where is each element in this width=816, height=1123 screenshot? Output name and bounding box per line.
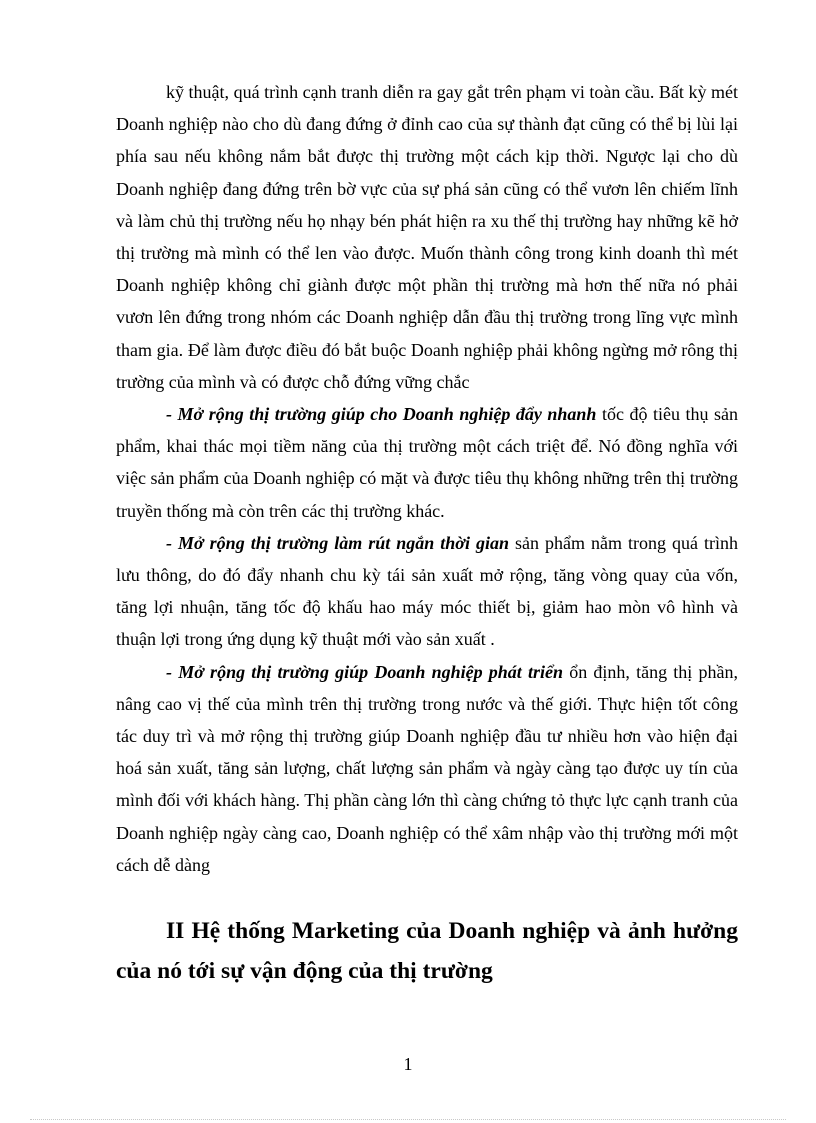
body-text xyxy=(116,76,738,881)
section-heading: II Hệ thống Marketing của Doanh nghiệp và ảnh hưởng của nó tới sự vận động của thị trường xyxy=(116,918,738,984)
bullet-lead-speed: - Mở rộng thị trường giúp cho Doanh nghiệp đẩy nhanh xyxy=(166,404,597,425)
paragraph-bullet-time xyxy=(116,527,738,656)
bullet-text-time: sản phẩm nằm trong quá trình lưu thông, do đó đẩy nhanh chu kỳ tái sản xuất mở rộng, tăng vòng quay của vốn, tăng lợi nhuận, tăng tốc độ khấu hao máy móc thiết bị, giảm hao mòn vô hình và thuận lợi trong ứng dụng kỹ thuật mới vào sản xuất . xyxy=(116,532,738,650)
bullet-text-speed: tốc độ tiêu thụ sản phẩm, khai thác mọi tiềm năng của thị trường một cách triệt để. Nó đồng nghĩa với việc sản phẩm của Doanh nghiệp có mặt và được tiêu thụ không những trên thị trường truyền thống mà còn trên các thị trường khác. xyxy=(116,404,738,521)
paragraph-intro: kỹ thuật, quá trình cạnh tranh diễn ra gay gắt trên phạm vi toàn cầu. Bất kỳ mét Doanh nghiệp nào cho dù đang đứng ở đỉnh cao của sự thành đạt cũng có thể bị lùi lại phía sau nếu không nắm bắt được thị trường một cách kịp thời. Ngược lại cho dù Doanh nghiệp đang đứng trên bờ vực của sự phá sản cũng có thể vươn lên chiếm lĩnh và làm chủ thị trường nếu họ nhạy bén phát hiện ra xu thế thị trường hay những kẽ hở thị trường mà mình có thể len vào được. Muốn thành công trong kinh doanh thì mét Doanh nghiệp không chỉ giành được một phần thị trường mà hơn thế nữa nó phải vươn lên đứng trong nhóm các Doanh nghiệp dẫn đầu thị trường trong lĩng vực mình tham gia. Để làm được điều đó bắt buộc Doanh nghiệp phải không ngừng mở rông thị trường của mình và có được chỗ đứng vững chắc xyxy=(116,82,738,392)
paragraph-bullet-speed xyxy=(116,398,738,527)
page-bottom-divider xyxy=(30,1119,786,1120)
page-number: 1 xyxy=(403,1054,413,1074)
bullet-lead-time: - Mở rộng thị trường làm rút ngắn thời gian xyxy=(166,532,509,553)
paragraph-bullet-growth xyxy=(116,656,738,881)
bullet-text-growth: ổn định, tăng thị phần, nâng cao vị thế của mình trên thị trường trong nước và thế giới. Thực hiện tốt công tác duy trì và mở rộng thị trường giúp Doanh nghiệp đầu tư nhiều hơn vào hiện đại hoá sản xuất, tăng sản lượng, chất lượng sản phẩm và ngày càng tạo được uy tín của mình đối với khách hàng. Thị phần càng lớn thì càng chứng tỏ thực lực cạnh tranh của Doanh nghiệp ngày càng cao, Doanh nghiệp có thể xâm nhập vào thị trường mới một cách dễ dàng xyxy=(116,661,738,875)
bullet-lead-growth: - Mở rộng thị trường giúp Doanh nghiệp phát triển xyxy=(166,661,564,682)
